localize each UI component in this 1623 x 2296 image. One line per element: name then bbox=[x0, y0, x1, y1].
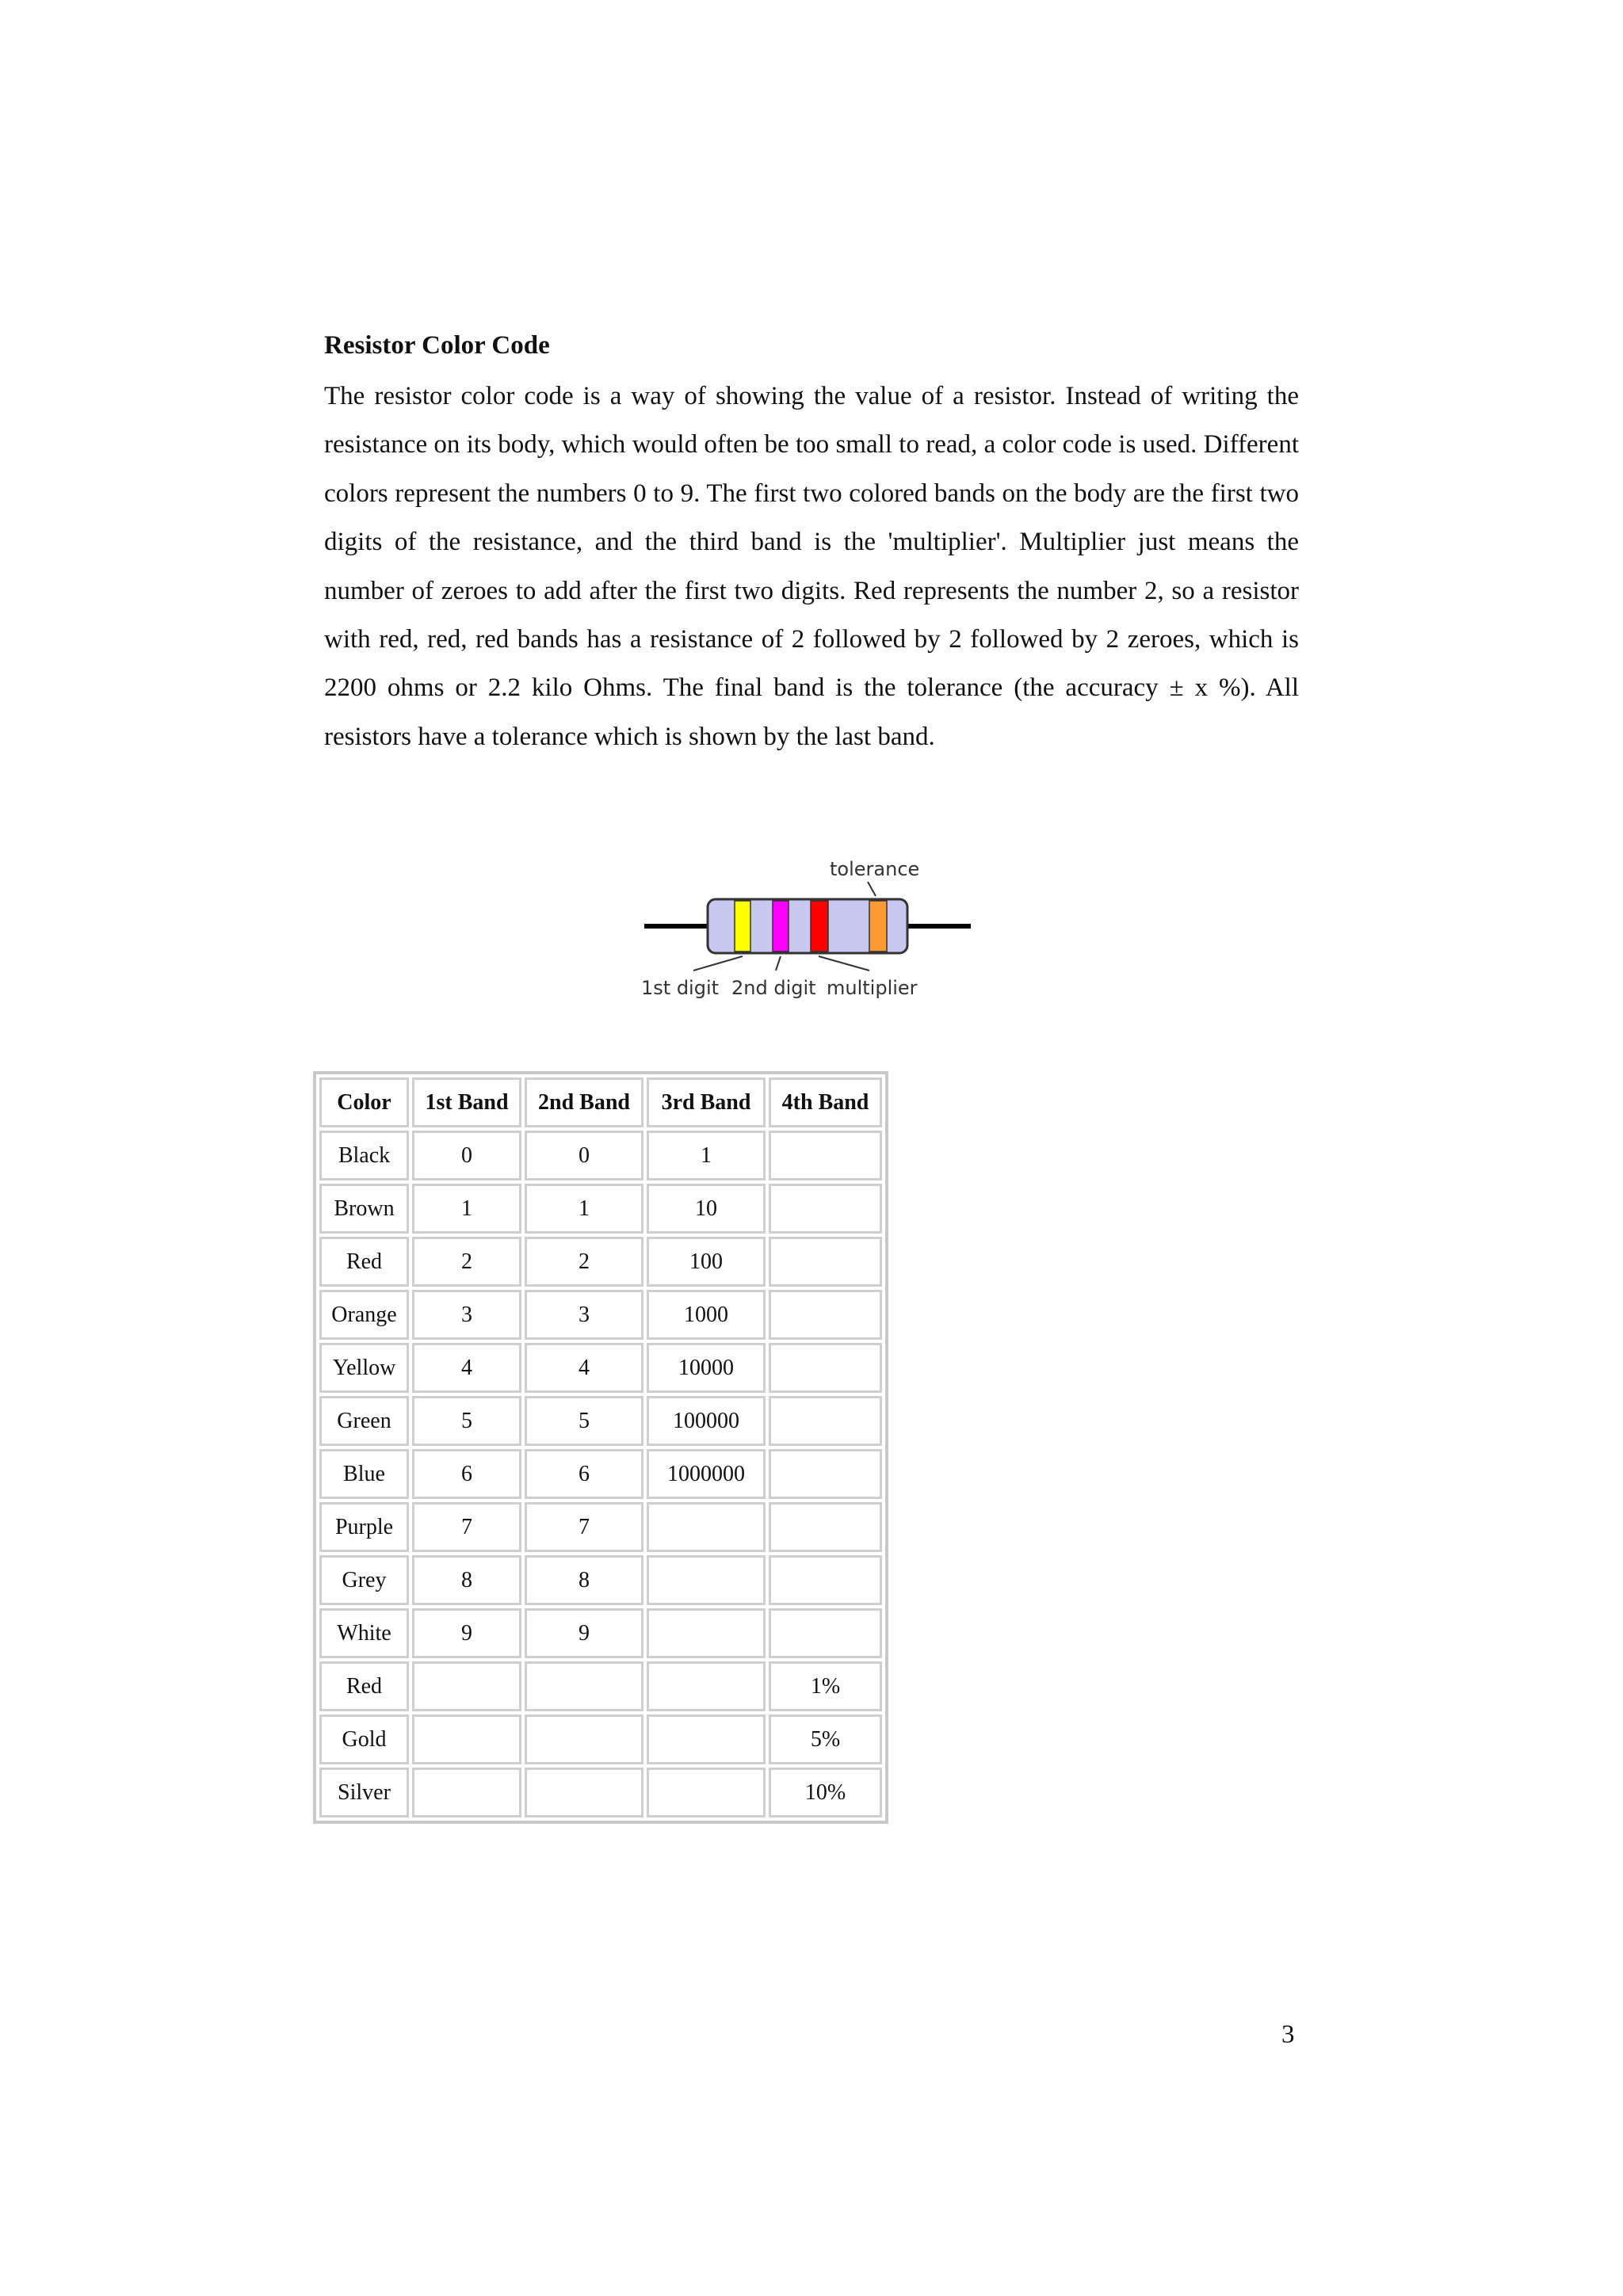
resistor-diagram bbox=[638, 852, 979, 1010]
table-header-row bbox=[319, 1077, 882, 1127]
table-cell: 7 bbox=[412, 1502, 521, 1552]
band-multiplier bbox=[811, 901, 828, 952]
table-cell: 100000 bbox=[647, 1396, 766, 1446]
label-first-digit: 1st digit bbox=[641, 977, 720, 999]
table-cell: Brown bbox=[319, 1184, 409, 1234]
table-row bbox=[319, 1396, 882, 1446]
table-cell: Green bbox=[319, 1396, 409, 1446]
table-cell: Black bbox=[319, 1131, 409, 1180]
table-cell: 6 bbox=[525, 1449, 643, 1499]
table-header-cell: Color bbox=[319, 1077, 409, 1127]
label-multiplier: multiplier bbox=[827, 977, 918, 999]
table-cell: 10% bbox=[769, 1768, 882, 1817]
table-cell: 3 bbox=[412, 1290, 521, 1340]
band-tolerance bbox=[869, 901, 887, 952]
table-cell bbox=[647, 1608, 766, 1658]
table-cell: 5 bbox=[412, 1396, 521, 1446]
table-cell: Red bbox=[319, 1237, 409, 1287]
table-cell bbox=[769, 1237, 882, 1287]
table-row bbox=[319, 1184, 882, 1234]
table-cell bbox=[525, 1768, 643, 1817]
table-row bbox=[319, 1343, 882, 1393]
table-cell bbox=[769, 1184, 882, 1234]
table-cell: 9 bbox=[412, 1608, 521, 1658]
table-row bbox=[319, 1768, 882, 1817]
table-cell bbox=[769, 1502, 882, 1552]
table-cell: 2 bbox=[412, 1237, 521, 1287]
table-cell: 4 bbox=[525, 1343, 643, 1393]
table-cell: 5% bbox=[769, 1714, 882, 1764]
table-header-cell: 1st Band bbox=[412, 1077, 521, 1127]
table-cell: White bbox=[319, 1608, 409, 1658]
table-cell bbox=[769, 1608, 882, 1658]
color-code-table bbox=[316, 1074, 885, 1821]
table-cell: 3 bbox=[525, 1290, 643, 1340]
table-cell bbox=[525, 1661, 643, 1711]
table-cell: Silver bbox=[319, 1768, 409, 1817]
table-cell bbox=[769, 1290, 882, 1340]
body-paragraph: The resistor color code is a way of showing the value of a resistor. Instead of writing the resistance on its body, which would often be too small to read, a color code is used. Different colors represent the numbers 0 to 9. The first two colored bands on the body are the first two digits of the resistance, and the third band is the 'multiplier'. Multiplier just means the number of zeroes to add after the first two digits. Red represents the number 2, so a resistor with red, red, red bands has a resistance of 2 followed by 2 followed by 2 zeroes, which is 2200 ohms or 2.2 kilo Ohms. The final band is the tolerance (the accuracy ± x %). All resistors have a tolerance which is shown by the last band. bbox=[324, 382, 1299, 751]
table-cell: 1 bbox=[412, 1184, 521, 1234]
table-cell: 1000000 bbox=[647, 1449, 766, 1499]
table-cell bbox=[412, 1714, 521, 1764]
table-cell: 1 bbox=[647, 1131, 766, 1180]
table-cell: 8 bbox=[412, 1555, 521, 1605]
table-cell bbox=[769, 1343, 882, 1393]
label-second-digit: 2nd digit bbox=[731, 977, 816, 999]
table-cell: 1 bbox=[525, 1184, 643, 1234]
table-cell: 5 bbox=[525, 1396, 643, 1446]
table-cell: 4 bbox=[412, 1343, 521, 1393]
table-cell: Purple bbox=[319, 1502, 409, 1552]
table-row bbox=[319, 1290, 882, 1340]
table-cell: 1% bbox=[769, 1661, 882, 1711]
table-cell: Orange bbox=[319, 1290, 409, 1340]
table-header-cell: 4th Band bbox=[769, 1077, 882, 1127]
table-row bbox=[319, 1714, 882, 1764]
table-row bbox=[319, 1449, 882, 1499]
table-row bbox=[319, 1237, 882, 1287]
table-cell bbox=[647, 1502, 766, 1552]
table-cell: 10 bbox=[647, 1184, 766, 1234]
table-cell: Red bbox=[319, 1661, 409, 1711]
table-cell bbox=[412, 1661, 521, 1711]
table-row bbox=[319, 1131, 882, 1180]
band-first-digit bbox=[735, 901, 750, 952]
table-cell: 0 bbox=[525, 1131, 643, 1180]
table-cell bbox=[769, 1449, 882, 1499]
band-second-digit bbox=[773, 901, 789, 952]
table-cell bbox=[647, 1768, 766, 1817]
table-row bbox=[319, 1502, 882, 1552]
table-cell: 10000 bbox=[647, 1343, 766, 1393]
label-tolerance: tolerance bbox=[830, 858, 920, 880]
table-cell: Grey bbox=[319, 1555, 409, 1605]
table-row bbox=[319, 1661, 882, 1711]
table-cell: 2 bbox=[525, 1237, 643, 1287]
table-cell: 6 bbox=[412, 1449, 521, 1499]
table-cell bbox=[769, 1396, 882, 1446]
table-cell bbox=[647, 1714, 766, 1764]
table-cell bbox=[412, 1768, 521, 1817]
table-cell: 0 bbox=[412, 1131, 521, 1180]
table-cell: 7 bbox=[525, 1502, 643, 1552]
table-cell: 8 bbox=[525, 1555, 643, 1605]
table-row bbox=[319, 1608, 882, 1658]
table-header-cell: 3rd Band bbox=[647, 1077, 766, 1127]
table-cell: Gold bbox=[319, 1714, 409, 1764]
table-cell bbox=[525, 1714, 643, 1764]
table-cell bbox=[647, 1555, 766, 1605]
section-heading: Resistor Color Code bbox=[324, 331, 550, 360]
table-header-cell: 2nd Band bbox=[525, 1077, 643, 1127]
table-cell: 100 bbox=[647, 1237, 766, 1287]
page-number: 3 bbox=[1281, 2020, 1295, 2049]
table-cell: 1000 bbox=[647, 1290, 766, 1340]
table-cell bbox=[647, 1661, 766, 1711]
table-cell: 9 bbox=[525, 1608, 643, 1658]
table-cell: Blue bbox=[319, 1449, 409, 1499]
table-cell bbox=[769, 1131, 882, 1180]
table-row bbox=[319, 1555, 882, 1605]
color-code-table-frame bbox=[313, 1071, 888, 1824]
table-cell bbox=[769, 1555, 882, 1605]
table-cell: Yellow bbox=[319, 1343, 409, 1393]
